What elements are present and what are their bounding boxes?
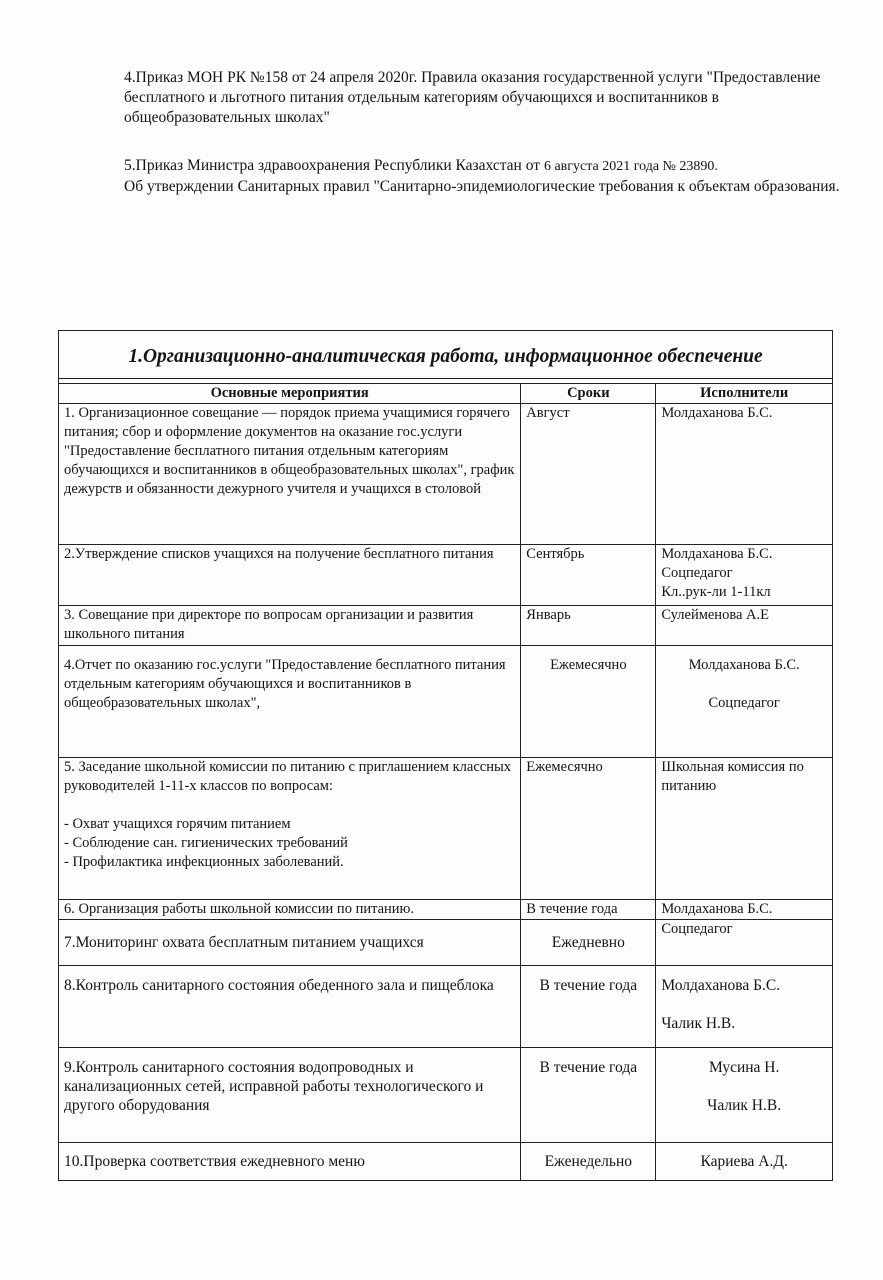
executor-cell: Молдаханова Б.С. Соцпедагог: [656, 646, 833, 758]
header-executors: Исполнители: [656, 384, 833, 404]
activity-cell: 6. Организация работы школьной комиссии по питанию.: [59, 900, 521, 920]
table-row: [59, 966, 833, 1048]
executor-cell: Молдаханова Б.С. Чалик Н.В.: [656, 966, 833, 1048]
activity-cell: 8.Контроль санитарного состояния обеденного зала и пищеблока: [59, 966, 521, 1048]
section-title-row: [59, 331, 833, 379]
list-item: - Профилактика инфекционных заболеваний.: [64, 854, 344, 870]
table-row: [59, 1143, 833, 1181]
executor-cell: Молдаханова Б.С.: [656, 900, 833, 920]
term-cell: В течение года: [521, 1048, 656, 1143]
intro-item-5: [124, 156, 844, 197]
intro-item-5-text: [124, 156, 844, 177]
table-row: [59, 404, 833, 545]
executor-cell: Школьная комиссия по питанию: [656, 758, 833, 900]
executor-cell: Кариева А.Д.: [656, 1143, 833, 1181]
table-row: [59, 1048, 833, 1143]
activity-cell: 3. Совещание при директоре по вопросам организации и развития школьного питания: [59, 606, 521, 646]
table-row: [59, 545, 833, 606]
activity-cell: 9.Контроль санитарного состояния водопроводных и канализационных сетей, исправной работы технологического и другого оборудования: [59, 1048, 521, 1143]
intro-item-5-date: 6 августа 2021 года № 23890.: [543, 159, 718, 174]
list-item: - Соблюдение сан. гигиенических требований: [64, 835, 348, 851]
term-cell: Ежедневно: [521, 920, 656, 966]
term-cell: В течение года: [521, 966, 656, 1048]
term-cell: Сентябрь: [521, 545, 656, 606]
term-cell: Ежемесячно: [521, 646, 656, 758]
blank-line: [64, 796, 515, 815]
activity-cell: 2.Утверждение списков учащихся на получение бесплатного питания: [59, 545, 521, 606]
executor-cell: Мусина Н. Чалик Н.В.: [656, 1048, 833, 1143]
activity-cell: 10.Проверка соответствия ежедневного меню: [59, 1143, 521, 1181]
section-title: 1.Организационно-аналитическая работа, информационное обеспечение: [59, 331, 833, 379]
activity-cell: [59, 758, 521, 900]
header-row: [59, 384, 833, 404]
plan-table: [58, 330, 833, 1181]
activity-intro: 5. Заседание школьной комиссии по питанию с приглашением классных руководителей 1-11-х классов по вопросам:: [64, 759, 511, 794]
activity-cell: 1. Организационное совещание — порядок приема учащимися горячего питания; сбор и оформление документов на оказание гос.услуги "Предоставление бесплатного питания отдельным категориям обучающихся и воспитанников в общеобразовательных школах", график дежурств и обязанности дежурного учителя и учащихся в столовой: [59, 404, 521, 545]
term-cell: В течение года: [521, 900, 656, 920]
list-item: - Охват учащихся горячим питанием: [64, 816, 291, 832]
executor-cell: Молдаханова Б.С.: [656, 404, 833, 545]
term-cell: Январь: [521, 606, 656, 646]
header-terms: Сроки: [521, 384, 656, 404]
executor-cell: Молдаханова Б.С. Соцпедагог Кл..рук-ли 1-11кл: [656, 545, 833, 606]
header-activities: Основные мероприятия: [59, 384, 521, 404]
table-row: [59, 758, 833, 900]
intro-item-5-main: 5.Приказ Министра здравоохранения Республики Казахстан от: [124, 157, 544, 174]
table-row: [59, 900, 833, 920]
activity-cell: 7.Мониторинг охвата бесплатным питанием учащихся: [59, 920, 521, 966]
activity-cell: 4.Отчет по оказанию гос.услуги "Предоставление бесплатного питания отдельным категориям обучающихся и воспитанников в общеобразовательных школах",: [59, 646, 521, 758]
table-row: [59, 606, 833, 646]
intro-item-4-text: 4.Приказ МОН РК №158 от 24 апреля 2020г. Правила оказания государственной услуги "Предоставление бесплатного и льготного питания отдельным категориям обучающихся и воспитанников в общеобразовательных школах": [124, 69, 821, 126]
term-cell: Ежемесячно: [521, 758, 656, 900]
executor-cell: Соцпедагог: [656, 920, 833, 966]
table-row: [59, 920, 833, 966]
intro-item-5-rest: Об утверждении Санитарных правил "Санитарно-эпидемиологические требования к объектам образования.: [124, 178, 840, 195]
table-row: [59, 646, 833, 758]
term-cell: Еженедельно: [521, 1143, 656, 1181]
intro-item-4: [124, 68, 844, 128]
term-cell: Август: [521, 404, 656, 545]
executor-cell: Сулейменова А.Е: [656, 606, 833, 646]
